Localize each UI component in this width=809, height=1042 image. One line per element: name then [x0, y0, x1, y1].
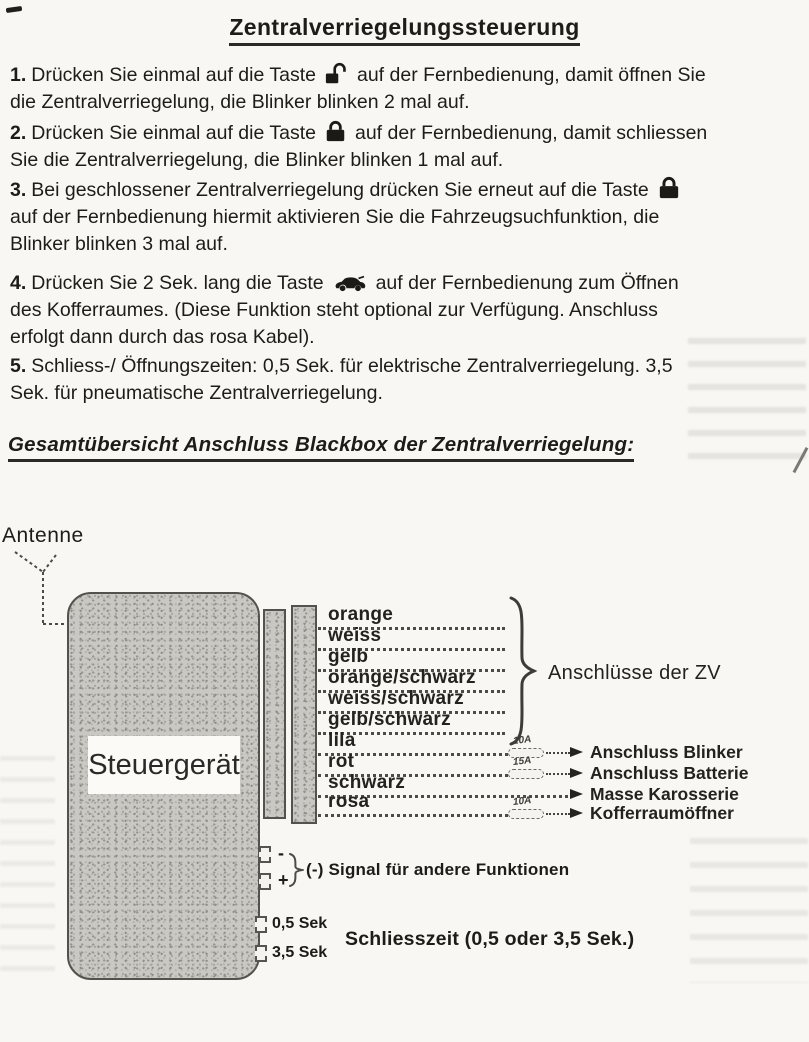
document-title: Zentralverriegelungssteuerung: [229, 14, 579, 46]
instruction-4-number: 4.: [10, 272, 27, 294]
car-icon: [333, 275, 367, 293]
wire-segment: [546, 752, 570, 754]
instruction-5: [10, 353, 710, 407]
fuse-rating: 10A: [512, 795, 532, 808]
instruction-4-text-before: Drücken Sie 2 Sek. lang die Taste: [31, 272, 324, 294]
target-label-blinker: Anschluss Blinker: [590, 742, 743, 762]
instructions-section: [10, 62, 710, 407]
time-short-label: 0,5 Sek: [272, 915, 328, 932]
wire-label: gelb/schwarz: [328, 709, 451, 730]
arrowhead-icon: [570, 789, 583, 799]
wire-label: orange: [328, 604, 394, 625]
control-unit-label: Steuergerät: [88, 736, 240, 794]
wire-label: rosa: [328, 791, 370, 812]
instruction-4: [10, 270, 710, 351]
minus-sign: -: [278, 843, 284, 863]
time-short-stub: [255, 916, 267, 933]
wire-label: rot: [328, 751, 355, 772]
instruction-4-text-after: auf der Fernbedienung zum Öffnen des Kofferraumes. (Diese Funktion steht optional zur Verfügung. Anschluss erfolgt dann durch das rosa Kabel).: [10, 272, 679, 348]
arrowhead-icon: [570, 808, 583, 818]
instruction-3-text-before: Bei geschlossener Zentralverriegelung drücken Sie erneut auf die Taste: [31, 179, 649, 201]
wire-label: weiss: [328, 625, 382, 646]
zv-group-brace: [506, 596, 538, 748]
connector-strip: [291, 605, 317, 824]
signal-group-brace: [288, 852, 304, 888]
title-row: [0, 14, 809, 46]
wire-rosa: [318, 792, 508, 817]
signal-minus-stub: [259, 846, 271, 863]
target-label-kofferraum: Kofferraumöffner: [590, 803, 734, 823]
instruction-1-text-after: auf der Fernbedienung, damit öffnen Sie die Zentralverriegelung, die Blinker blinken 2 mal auf.: [10, 64, 706, 113]
instruction-5-number: 5.: [10, 355, 27, 377]
instruction-3: [10, 176, 710, 258]
instruction-2-text-before: Drücken Sie einmal auf die Taste: [31, 122, 316, 144]
wire-segment: [546, 813, 570, 815]
wire-label: weiss/schwarz: [328, 688, 464, 709]
target-label-batterie: Anschluss Batterie: [590, 763, 749, 783]
instruction-3-text-after: auf der Fernbedienung hiermit aktivieren Sie die Fahrzeugsuchfunktion, die Blinker blinken 3 mal auf.: [10, 206, 660, 255]
time-long-label: 3,5 Sek: [272, 944, 328, 961]
lock-icon: [658, 176, 680, 200]
target-label-masse: Masse Karosserie: [590, 784, 739, 804]
instruction-1-number: 1.: [10, 64, 27, 86]
instruction-2-text-after: auf der Fernbedienung, damit schliessen Sie die Zentralverriegelung, die Blinker blinken 1 mal auf.: [10, 122, 708, 171]
unlock-icon: [325, 62, 348, 85]
instruction-3-number: 3.: [10, 179, 27, 201]
arrowhead-icon: [570, 747, 583, 757]
wire-label: orange/schwarz: [328, 667, 476, 688]
scan-bleed-artifact: [0, 756, 55, 986]
fuse-rating: 15A: [512, 755, 532, 768]
arrowhead-icon: [570, 768, 583, 778]
instruction-2: [10, 120, 710, 174]
wire-label: gelb: [328, 646, 369, 667]
plus-sign: +: [278, 870, 289, 890]
scan-bleed-artifact: [688, 338, 806, 464]
antenna-label: Antenne: [2, 524, 84, 547]
wire-label: schwarz: [328, 772, 406, 793]
instruction-1: [10, 62, 710, 116]
connector-strip: [263, 609, 286, 819]
instruction-2-number: 2.: [10, 122, 27, 144]
signal-function-label: (-) Signal für andere Funktionen: [306, 860, 570, 879]
lock-icon: [325, 120, 346, 143]
instruction-5-text: Schliess-/ Öffnungszeiten: 0,5 Sek. für elektrische Zentralverriegelung. 3,5 Sek. für pneumatische Zentralverriegelung.: [10, 355, 673, 404]
zv-group-label: Anschlüsse der ZV: [548, 662, 721, 684]
scan-bleed-artifact: [690, 838, 808, 983]
wire-label: lila: [328, 730, 356, 751]
diagram-heading: Gesamtübersicht Anschluss Blackbox der Zentralverriegelung:: [8, 433, 634, 462]
instruction-1-text-before: Drücken Sie einmal auf die Taste: [31, 64, 316, 86]
time-long-stub: [255, 945, 267, 962]
scan-artifact: [6, 6, 23, 13]
fuse-icon: [508, 809, 544, 819]
signal-plus-stub: [259, 873, 271, 890]
closing-time-label: Schliesszeit (0,5 oder 3,5 Sek.): [345, 928, 635, 950]
fuse-rating: 10A: [512, 734, 532, 747]
